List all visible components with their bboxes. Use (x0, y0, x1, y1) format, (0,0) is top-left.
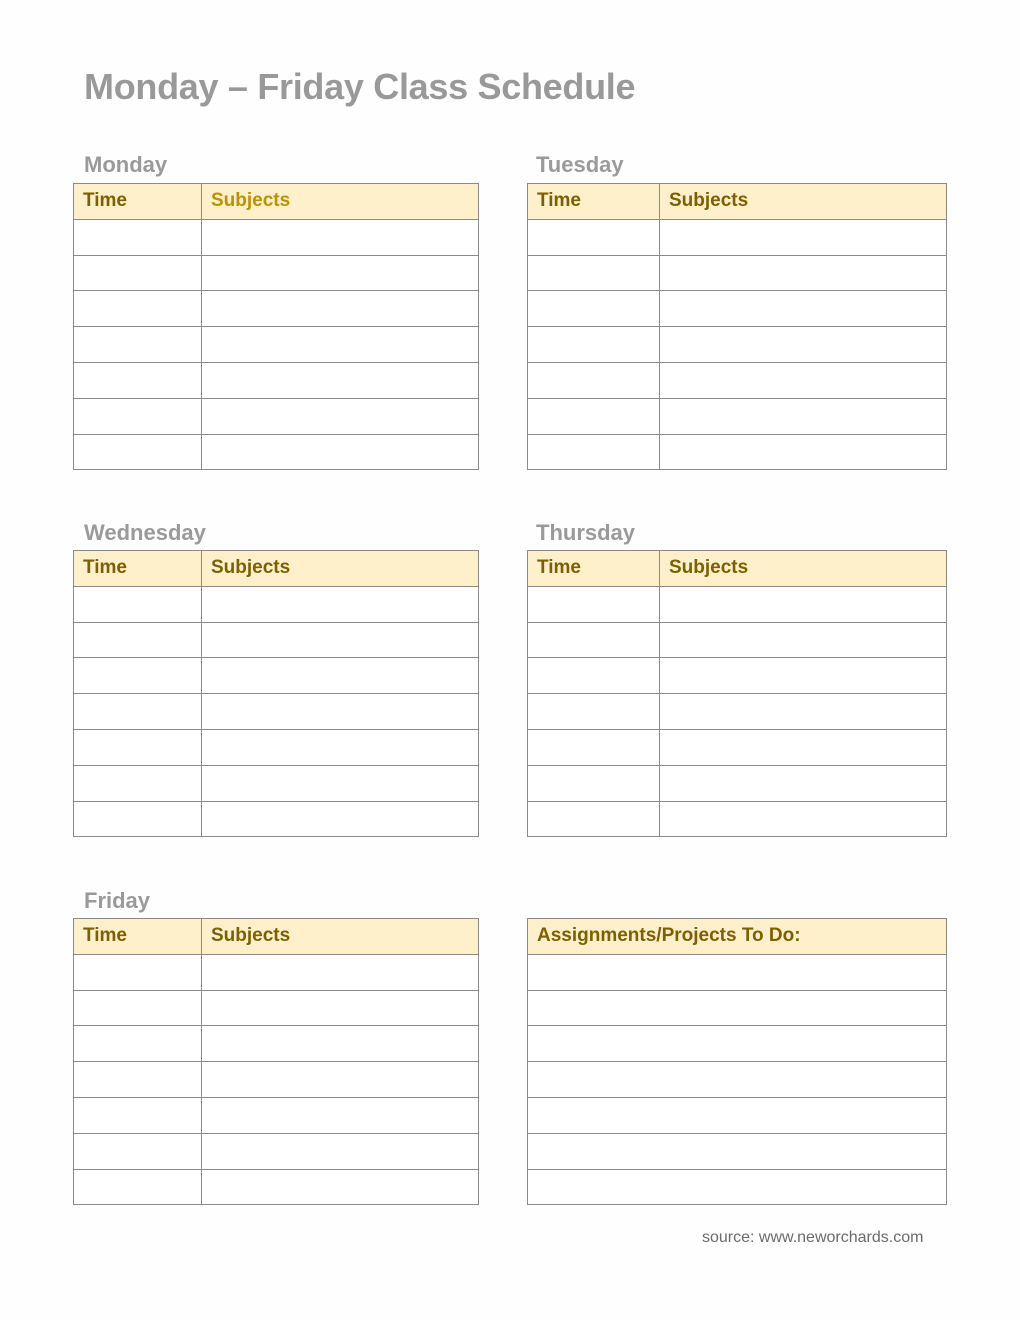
table-header-row (528, 184, 947, 220)
source-credit: source: www.neworchards.com (702, 1229, 924, 1246)
table-row (74, 255, 479, 291)
friday-table (73, 918, 479, 1205)
time-cell[interactable] (74, 954, 202, 990)
time-cell[interactable] (74, 622, 202, 658)
table-row (74, 694, 479, 730)
task-cell[interactable] (528, 1026, 947, 1062)
table-row (74, 586, 479, 622)
table-row (528, 765, 947, 801)
table-row (528, 694, 947, 730)
table-row (74, 219, 479, 255)
table-row (74, 362, 479, 398)
subject-cell[interactable] (660, 327, 947, 363)
time-cell[interactable] (528, 398, 660, 434)
subject-cell[interactable] (202, 694, 479, 730)
table-row (528, 327, 947, 363)
time-cell[interactable] (74, 658, 202, 694)
day-label-friday: Friday (84, 888, 151, 913)
subject-cell[interactable] (660, 622, 947, 658)
subject-cell[interactable] (660, 398, 947, 434)
subject-cell[interactable] (202, 954, 479, 990)
table-row (74, 622, 479, 658)
subject-cell[interactable] (660, 291, 947, 327)
table-row (528, 990, 947, 1026)
time-header: Time (74, 184, 202, 220)
table-row (74, 801, 479, 837)
table-row (528, 291, 947, 327)
subject-cell[interactable] (202, 362, 479, 398)
day-label-thursday: Thursday (536, 520, 636, 545)
task-cell[interactable] (528, 1169, 947, 1205)
subject-cell[interactable] (660, 729, 947, 765)
table-row (74, 729, 479, 765)
table-header-row (74, 184, 479, 220)
subjects-header: Subjects (660, 184, 947, 220)
time-cell[interactable] (528, 291, 660, 327)
time-cell[interactable] (74, 1062, 202, 1098)
time-cell[interactable] (74, 327, 202, 363)
time-cell[interactable] (74, 694, 202, 730)
subject-cell[interactable] (202, 434, 479, 470)
time-cell[interactable] (528, 622, 660, 658)
subject-cell[interactable] (202, 255, 479, 291)
task-cell[interactable] (528, 954, 947, 990)
table-row (74, 954, 479, 990)
time-cell[interactable] (74, 1169, 202, 1205)
time-cell[interactable] (528, 434, 660, 470)
time-cell[interactable] (528, 362, 660, 398)
time-cell[interactable] (74, 255, 202, 291)
table-header-row (528, 551, 947, 587)
day-label-wednesday: Wednesday (84, 520, 206, 545)
subject-cell[interactable] (202, 1062, 479, 1098)
time-cell[interactable] (74, 219, 202, 255)
table-row (74, 658, 479, 694)
table-header-row (74, 551, 479, 587)
table-row (528, 586, 947, 622)
subjects-header: Subjects (202, 919, 479, 955)
subjects-header: Subjects (202, 184, 479, 220)
thursday-table (527, 550, 947, 837)
subject-cell[interactable] (202, 219, 479, 255)
time-cell[interactable] (528, 219, 660, 255)
subject-cell[interactable] (202, 729, 479, 765)
day-label-tuesday: Tuesday (536, 152, 624, 177)
table-row (528, 801, 947, 837)
task-cell[interactable] (528, 1097, 947, 1133)
time-header: Time (528, 184, 660, 220)
table-row (74, 1097, 479, 1133)
day-label-monday: Monday (84, 152, 168, 177)
subject-cell[interactable] (660, 658, 947, 694)
subject-cell[interactable] (202, 622, 479, 658)
subject-cell[interactable] (202, 658, 479, 694)
task-cell[interactable] (528, 990, 947, 1026)
table-row (74, 765, 479, 801)
subject-cell[interactable] (660, 362, 947, 398)
time-cell[interactable] (74, 398, 202, 434)
table-row (528, 729, 947, 765)
table-row (74, 1169, 479, 1205)
table-row (74, 434, 479, 470)
subject-cell[interactable] (660, 801, 947, 837)
subject-cell[interactable] (202, 990, 479, 1026)
table-row (74, 1062, 479, 1098)
time-cell[interactable] (74, 729, 202, 765)
time-header: Time (74, 551, 202, 587)
table-row (74, 1133, 479, 1169)
table-row (528, 622, 947, 658)
table-header-row (74, 919, 479, 955)
table-row (528, 658, 947, 694)
assignments-table (527, 918, 947, 1205)
time-cell[interactable] (74, 801, 202, 837)
table-row (528, 1026, 947, 1062)
time-cell[interactable] (74, 765, 202, 801)
subject-cell[interactable] (202, 1097, 479, 1133)
time-cell[interactable] (74, 586, 202, 622)
time-cell[interactable] (528, 658, 660, 694)
time-cell[interactable] (74, 291, 202, 327)
page-title: Monday – Friday Class Schedule (84, 66, 636, 107)
task-cell[interactable] (528, 1133, 947, 1169)
time-cell[interactable] (74, 990, 202, 1026)
subject-cell[interactable] (660, 765, 947, 801)
subject-cell[interactable] (660, 586, 947, 622)
time-header: Time (74, 919, 202, 955)
subject-cell[interactable] (202, 1133, 479, 1169)
wednesday-table (73, 550, 479, 837)
time-cell[interactable] (74, 1133, 202, 1169)
time-cell[interactable] (528, 801, 660, 837)
table-row (528, 1133, 947, 1169)
subject-cell[interactable] (202, 1026, 479, 1062)
subject-cell[interactable] (660, 219, 947, 255)
table-row (528, 398, 947, 434)
time-cell[interactable] (528, 255, 660, 291)
table-row (528, 1169, 947, 1205)
subject-cell[interactable] (202, 1169, 479, 1205)
time-cell[interactable] (74, 1026, 202, 1062)
time-cell[interactable] (74, 1097, 202, 1133)
table-row (74, 291, 479, 327)
table-row (528, 434, 947, 470)
subject-cell[interactable] (660, 434, 947, 470)
time-cell[interactable] (528, 694, 660, 730)
subjects-header: Subjects (660, 551, 947, 587)
subject-cell[interactable] (660, 255, 947, 291)
table-row (528, 1097, 947, 1133)
table-row (528, 954, 947, 990)
table-row (74, 398, 479, 434)
table-header-row (528, 919, 947, 955)
subject-cell[interactable] (660, 694, 947, 730)
subject-cell[interactable] (202, 765, 479, 801)
table-row (528, 219, 947, 255)
table-row (74, 1026, 479, 1062)
table-row (528, 362, 947, 398)
table-row (74, 990, 479, 1026)
time-cell[interactable] (528, 327, 660, 363)
subject-cell[interactable] (202, 398, 479, 434)
tuesday-table (527, 183, 947, 470)
subject-cell[interactable] (202, 586, 479, 622)
time-cell[interactable] (74, 362, 202, 398)
subject-cell[interactable] (202, 291, 479, 327)
time-cell[interactable] (74, 434, 202, 470)
table-row (528, 255, 947, 291)
monday-table (73, 183, 479, 470)
time-cell[interactable] (528, 765, 660, 801)
time-cell[interactable] (528, 729, 660, 765)
subjects-header: Subjects (202, 551, 479, 587)
subject-cell[interactable] (202, 801, 479, 837)
assignments-header: Assignments/Projects To Do: (528, 919, 947, 955)
task-cell[interactable] (528, 1062, 947, 1098)
time-cell[interactable] (528, 586, 660, 622)
time-header: Time (528, 551, 660, 587)
table-row (74, 327, 479, 363)
subject-cell[interactable] (202, 327, 479, 363)
table-row (528, 1062, 947, 1098)
